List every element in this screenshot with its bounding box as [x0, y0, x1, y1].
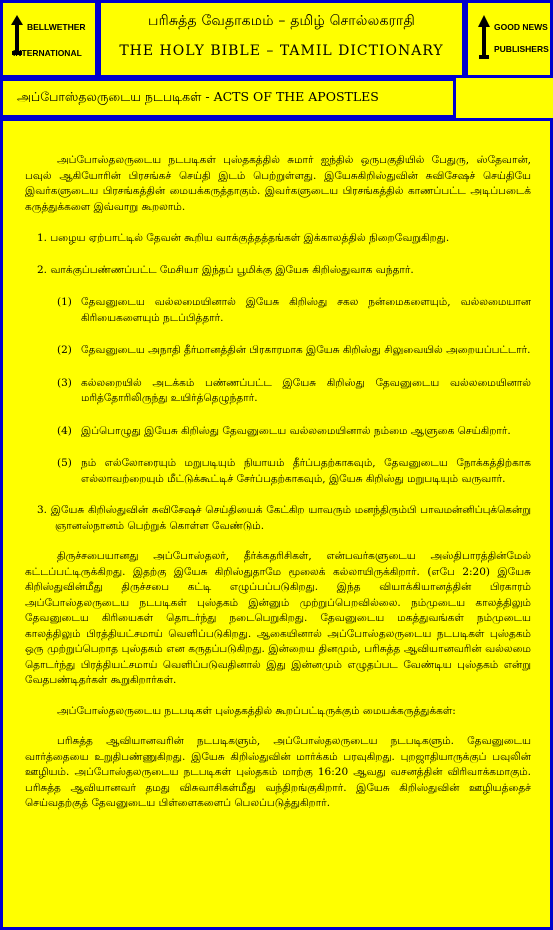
section-title-english: ACTS OF THE APOSTLES: [213, 89, 379, 104]
subpoint-label: (4): [57, 424, 72, 437]
point-3: 3. இயேசு கிறிஸ்துவின் சுவிசேஷச் செய்தியைக் கேட்கிற யாவரும் மனந்திரும்பி பாவமன்னிப்புக்கென்று ஞானஸ்நானம் பெற்றுக் கொள்ள வேண்டும்.: [37, 504, 531, 532]
subpoint-text: தேவனுடைய வல்லமையினால் இயேசு கிறிஸ்து சகல நன்மைகளையும், வல்லமையான கிரியைகளையும் நடப்பித்தார்.: [81, 296, 531, 324]
header-title-english: THE HOLY BIBLE – TAMIL DICTIONARY: [119, 43, 444, 59]
section-title-tamil: அப்போஸ்தலருடைய நடபடிகள்: [17, 89, 202, 104]
church-paragraph: திருச்சபையானது அப்போஸ்தலர், தீர்க்கதரிசிகள், என்பவர்களுடைய அஸ்திபாரத்தின்மேல் கட்டப்பட்டிருக்கிறது. இதற்கு இயேசு கிறிஸ்துதாமே மூலைக் கல்லாயிருக்கிறார். (எபே 2:20) இயேசு கிறிஸ்துவின்மீது திருச்சபை கட்டி எழுப்பப்படுகிறது. இந்த வியாக்கியானத்தின் பிரகாரம் அப்போஸ்தலருடைய நடபடிகள் புஸ்தகம் இன்னும் முற்றுப்பெறவில்லை. நம்முடைய காலத்திலும் தேவனுடைய கிரியைகள் தொடர்ந்து நடைபெறுகிறது. தேவனுடைய மகத்துவங்கள் நம்முடைய காலத்திலும் பிரத்தியட்சமாய் வெளிப்படுகிறது. ஆகையினால் அப்போஸ்தலருடைய நடபடிகள் புஸ்தகம் ஒரு முற்றுப்பெறாத புஸ்தகம் என கருதப்படுகிறது. இன்றைய தினமும், பரிசுத்த ஆவியானவரின் வல்லமை தொடர்ந்து பிரத்தியட்சமாய் வெளிப்படுவதினால் இது இன்னமும் எழுதப்பட வேண்டிய புஸ்தகம் என்று வேதபண்டிதர்கள் கூறுகிறார்கள்.: [25, 550, 531, 686]
subpoint-label: (5): [57, 457, 72, 469]
section-header: [0, 78, 456, 118]
header-title-tamil: பரிசுத்த வேதாகமம் – தமிழ் சொல்லகராதி: [147, 13, 416, 29]
subpoint-item: [25, 456, 531, 487]
subpoint-label: (3): [57, 376, 72, 389]
good-news-logo-line1: GOOD NEWS: [494, 22, 548, 32]
key-themes-heading: அப்போஸ்தலருடைய நடபடிகள் புஸ்தகத்தில் கூறப்பட்டிருக்கும் மையக்கருத்துக்கள்:: [57, 704, 456, 717]
torch-icon: [476, 13, 492, 63]
subpoint-item: [25, 376, 531, 407]
good-news-logo-line2: PUBLISHERS: [494, 44, 549, 54]
good-news-logo: [465, 0, 553, 78]
intro-paragraph: அப்போஸ்தலருடைய நடபடிகள் புஸ்தகத்தில் சுமார் ஐந்தில் ஒருபகுதியில் பேதுரு, ஸ்தேவான், பவுல் ஆகியோரின் பிரசங்கச் செய்தி இடம் பெற்றுள்ளது. இயேசுகிறிஸ்துவின் சுவிசேஷச் செய்தியே இவர்களுடைய பிரசங்கத்தின் மையக்கருத்தாகும். இவர்களுடைய பிரசங்கத்தில் காணப்பட்ட அடிப்படைக் கருத்துக்களை இவ்வாறு கூறலாம்.: [25, 154, 531, 213]
point-1: 1. பழைய ஏற்பாட்டில் தேவன் கூறிய வாக்குத்தத்தங்கள் இக்காலத்தில் நிறைவேறுகிறது.: [37, 232, 450, 244]
subpoint-item: [25, 295, 531, 326]
bellwether-logo-line2: INTERNATIONAL: [13, 48, 82, 58]
subpoint-label: (1): [57, 296, 72, 308]
subpoint-item: [25, 343, 531, 359]
subpoint-label: (2): [57, 344, 72, 356]
subpoint-text: நம் எல்லோரையும் மறுபடியும் நியாயம் தீர்ப்பதற்காகவும், தேவனுடைய நோக்கத்திற்காக எல்லாவற்றையும் மீட்டுக்கூட்டிச் சேர்ப்பதற்காகவும், இயேசு கிறிஸ்து மறுபடியும் வருவார்.: [81, 457, 531, 485]
point-2: 2. வாக்குப்பண்ணப்பட்ட மேசியா இந்தப் பூமிக்கு இயேசு கிறிஸ்துவாக வந்தார்.: [37, 263, 414, 276]
section-separator: -: [201, 89, 214, 104]
dictionary-header: [98, 0, 465, 78]
subpoint-item: [25, 424, 531, 440]
subpoint-text: தேவனுடைய அநாதி தீர்மானத்தின் பிரகாரமாக இயேசு கிறிஸ்து சிலுவையில் அறையப்பட்டார்.: [81, 344, 531, 356]
bellwether-logo: [0, 0, 98, 78]
subpoint-text: கல்லறையில் அடக்கம் பண்ணப்பட்ட இயேசு கிறிஸ்து தேவனுடைய வல்லமையினால் மரித்தோரிலிருந்து உயிர்த்தெழுந்தார்.: [81, 376, 531, 404]
subpoint-text: இப்பொழுது இயேசு கிறிஸ்து தேவனுடைய வல்லமையினால் நம்மை ஆளுகை செய்கிறார்.: [81, 424, 511, 437]
article-content: [0, 118, 553, 930]
key-themes-paragraph: பரிசுத்த ஆவியானவரின் நடபடிகளும், அப்போஸ்தலருடைய நடபடிகளும். தேவனுடைய வார்த்தையை உறுதிபண்ணுகிறது. இயேசு கிறிஸ்துவின் மார்க்கம் பரவுகிறது. புறஜாதியாருக்குப் பவுலின் ஊழியம். அப்போஸ்தலருடைய நடபடிகள் புஸ்தகம் மாற்கு 16:20 ஆவது வசனத்தின் விரிவாக்கமாகும். பரிசுத்த ஆவியானவர் தமது விசுவாசிகள்மீது வந்திறங்குகிறார். இயேசு கிறிஸ்துவின் ஊழியத்தைச் செய்வதற்குத் தேவனுடைய பிள்ளைகளைப் பெலப்படுத்துகிறார்.: [25, 735, 531, 809]
bellwether-logo-line1: BELLWETHER: [27, 22, 86, 32]
